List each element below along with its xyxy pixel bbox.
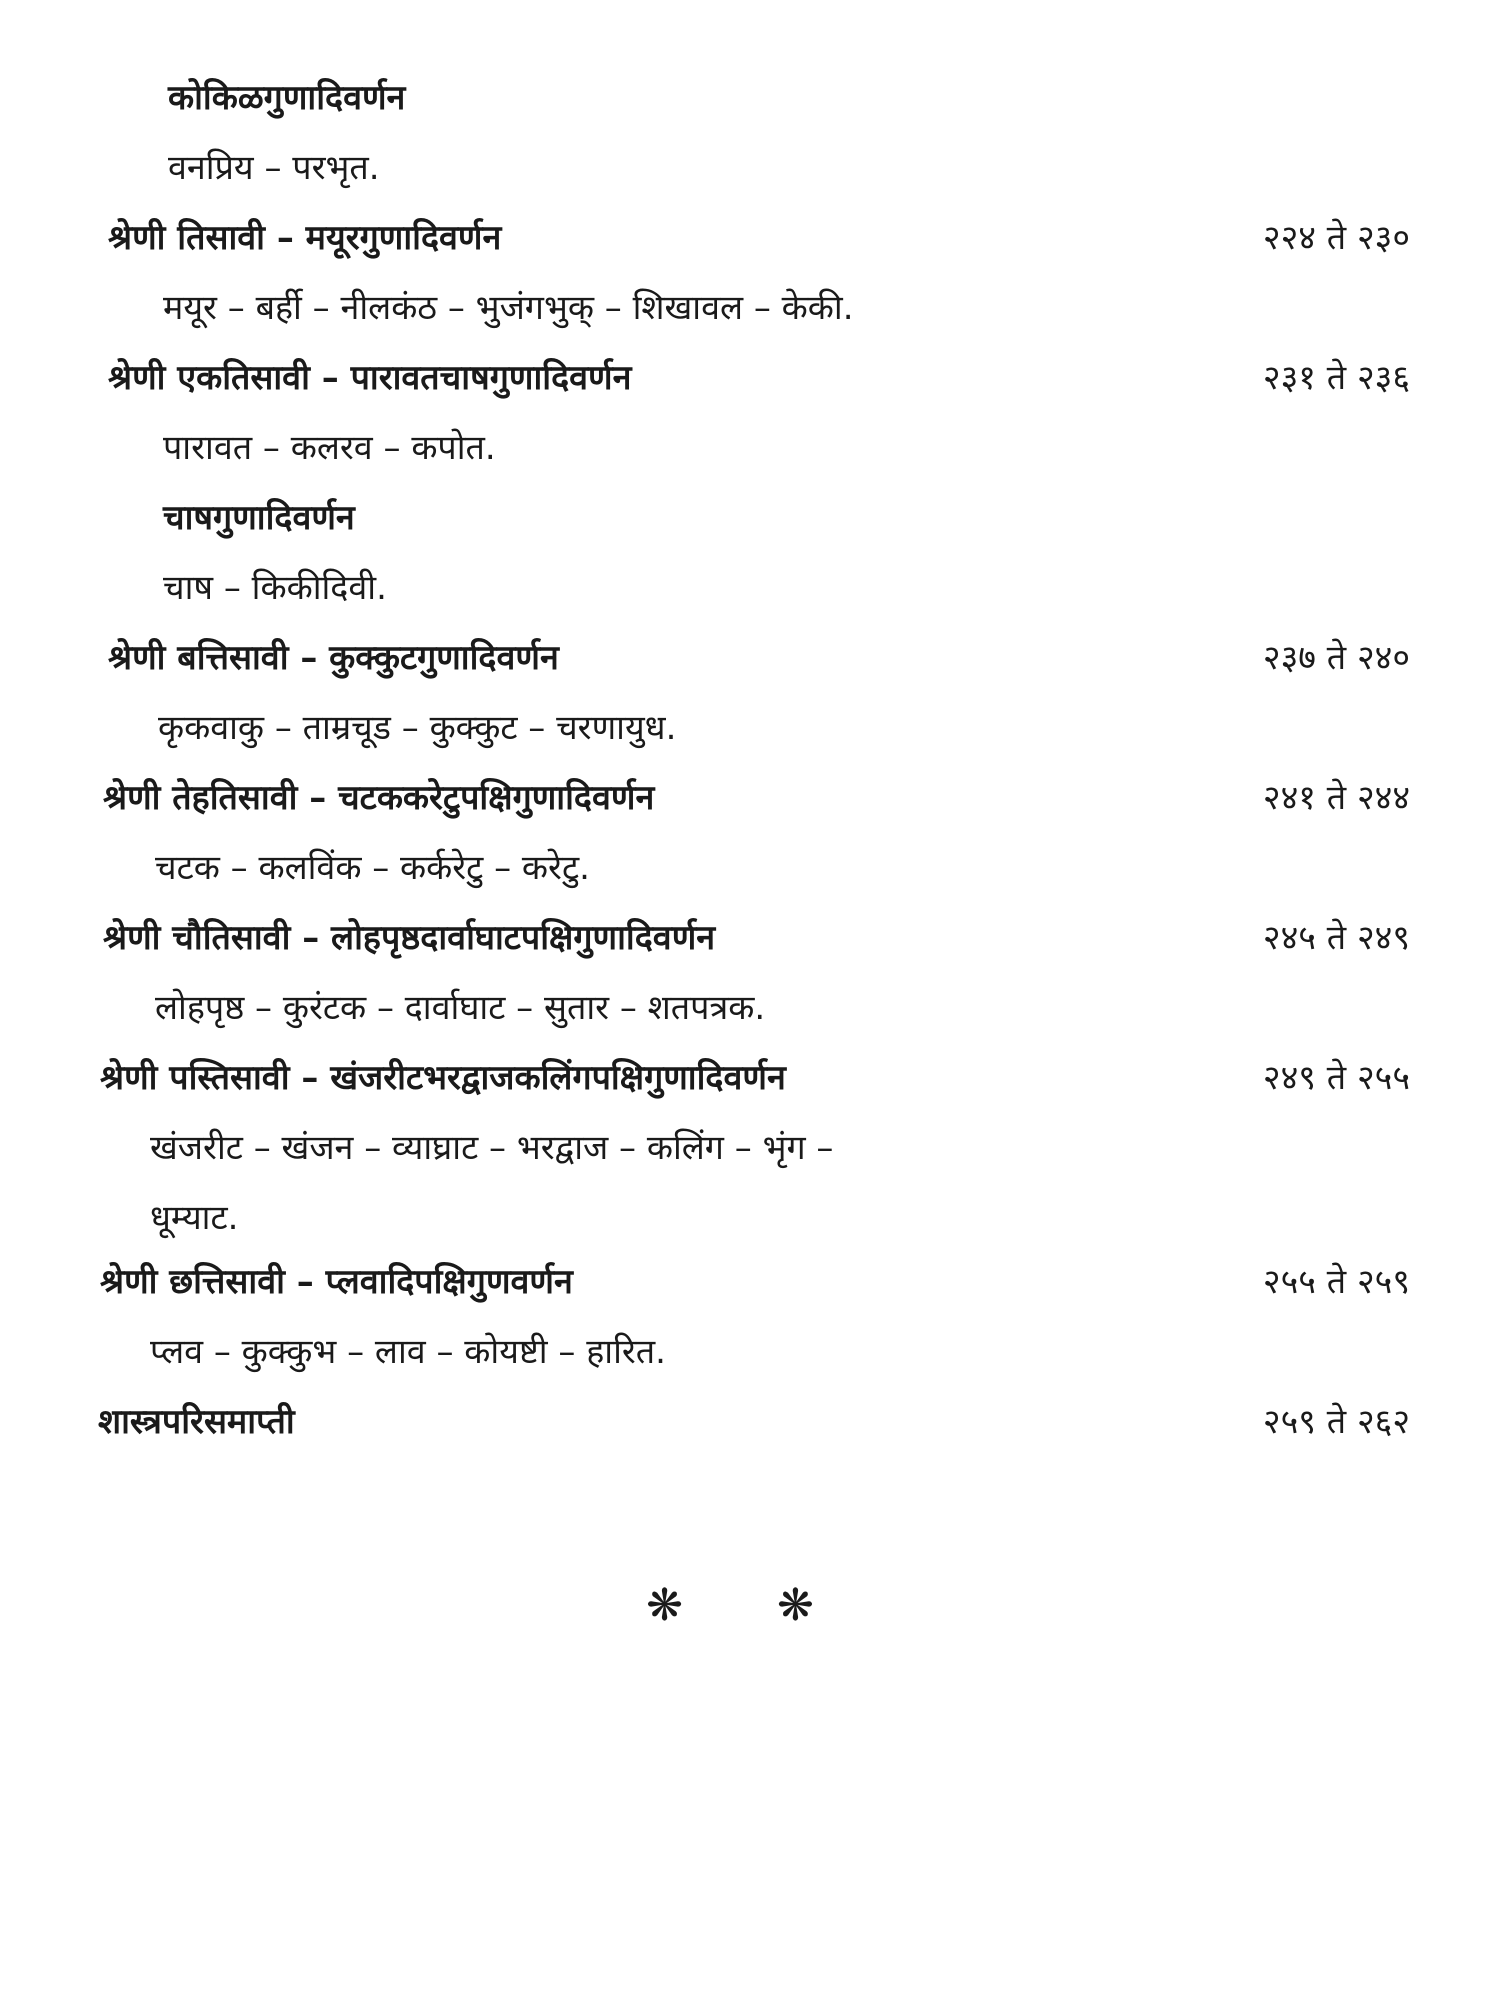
section-items: लोहपृष्ठ – कुरंटक – दार्वाघाट – सुतार – शतपत्रक.	[155, 988, 766, 1028]
section-items-continued: धूम्याट.	[150, 1198, 239, 1238]
section-items: कृकवाकु – ताम्रचूड – कुक्कुट – चरणायुध.	[158, 708, 677, 748]
section-heading: श्रेणी पस्तिसावी – खंजरीटभरद्वाजकलिंगपक्षिगुणादिवर्णन	[100, 1058, 786, 1098]
section-heading: श्रेणी एकतिसावी – पारावतचाषगुणादिवर्णन	[108, 358, 632, 398]
section-heading: श्रेणी छत्तिसावी – प्लवादिपक्षिगुणवर्णन	[100, 1262, 573, 1302]
section-items: मयूर – बर्ही – नीलकंठ – भुजंगभुक् – शिखावल – केकी.	[163, 288, 854, 328]
page-range: २४१ ते २४४	[1262, 778, 1410, 818]
section-items: वनप्रिय – परभृत.	[168, 148, 380, 188]
page-range: २३७ ते २४०	[1262, 638, 1410, 678]
page-range: २५५ ते २५९	[1262, 1262, 1410, 1302]
page-range: २५९ ते २६२	[1262, 1402, 1410, 1442]
section-heading: श्रेणी तिसावी – मयूरगुणादिवर्णन	[108, 218, 502, 258]
section-heading: कोकिळगुणादिवर्णन	[168, 78, 406, 118]
ornament: ❋ ❋	[646, 1580, 854, 1631]
section-items: चटक – कलविंक – कर्करेटु – करेटु.	[155, 848, 590, 888]
section-heading: शास्त्रपरिसमाप्ती	[98, 1402, 295, 1442]
section-items: खंजरीट – खंजन – व्याघ्राट – भरद्वाज – कलिंग – भृंग –	[150, 1128, 834, 1168]
section-heading: श्रेणी तेहतिसावी – चटककरेटुपक्षिगुणादिवर्णन	[103, 778, 655, 818]
section-items: चाष – किकीदिवी.	[163, 568, 387, 608]
page-range: २४५ ते २४९	[1262, 918, 1410, 958]
page-range: २३१ ते २३६	[1262, 358, 1410, 398]
page-range: २२४ ते २३०	[1262, 218, 1410, 258]
section-heading: श्रेणी बत्तिसावी – कुक्कुटगुणादिवर्णन	[108, 638, 559, 678]
section-items: प्लव – कुक्कुभ – लाव – कोयष्टी – हारित.	[150, 1332, 666, 1372]
section-heading: श्रेणी चौतिसावी – लोहपृष्ठदार्वाघाटपक्षिगुणादिवर्णन	[103, 918, 716, 958]
page-range: २४९ ते २५५	[1262, 1058, 1410, 1098]
section-items: पारावत – कलरव – कपोत.	[163, 428, 496, 468]
section-heading: चाषगुणादिवर्णन	[163, 498, 355, 538]
